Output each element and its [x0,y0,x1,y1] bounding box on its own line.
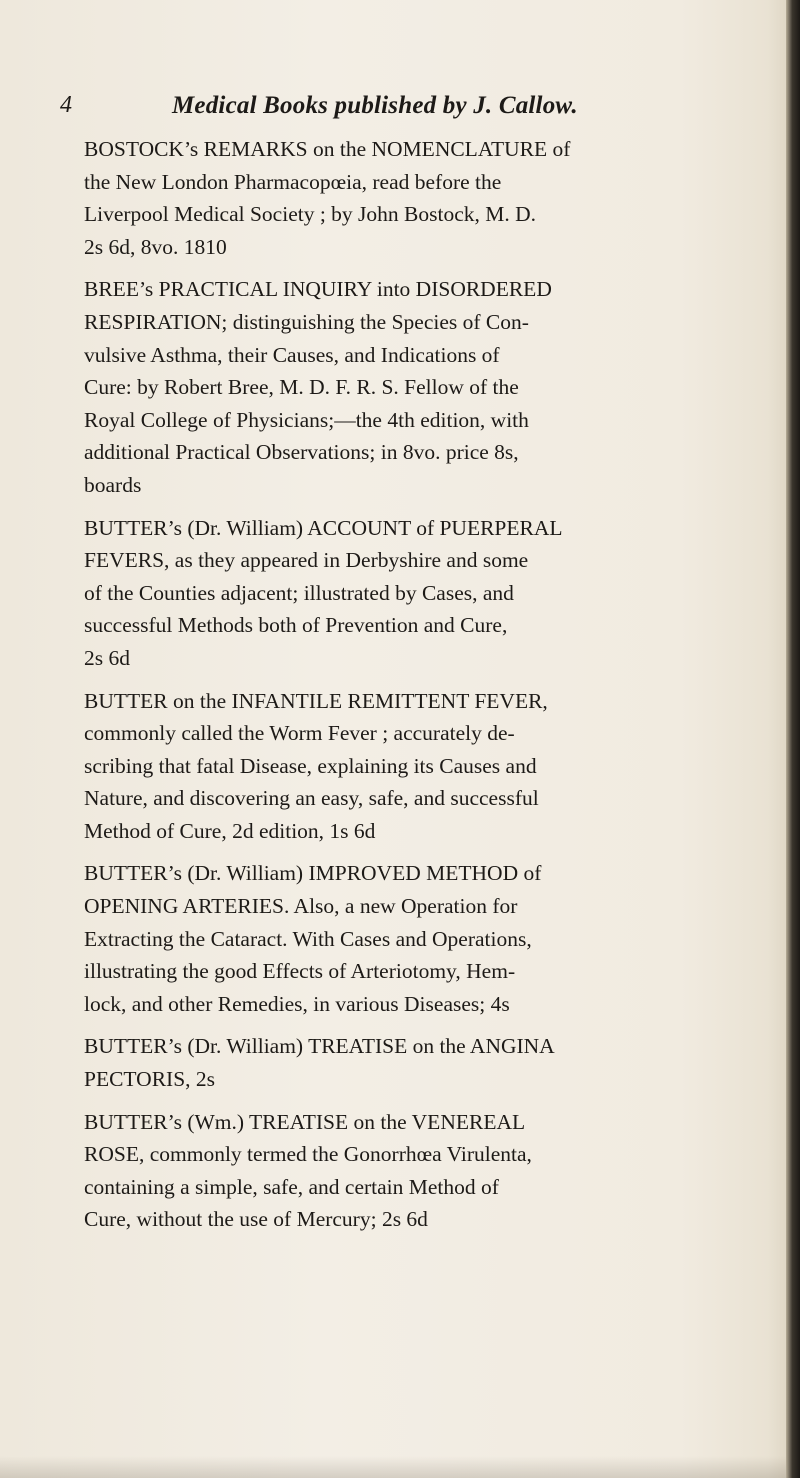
entry-line: Nature, and discovering an easy, safe, and successful [84,786,539,811]
entry-line: BREE’s PRACTICAL INQUIRY into DISORDERED [84,277,552,302]
page-number: 4 [60,92,72,118]
entry-line: BUTTER’s (Wm.) TREATISE on the VENEREAL [84,1109,526,1134]
entry-line: commonly called the Worm Fever ; accurately de- [84,721,515,746]
page-header [60,92,720,128]
entry-line: RESPIRATION; distinguishing the Species of Con- [84,309,529,334]
book-entry-butter-angina [84,1030,764,1095]
page-bottom-shadow [0,1456,800,1478]
entry-line: 2s 6d [84,645,130,670]
entry-line: BUTTER’s (Dr. William) IMPROVED METHOD of [84,861,542,886]
book-entry-butter-infantile [84,685,764,848]
entry-line: 2s 6d, 8vo. 1810 [84,234,227,259]
entry-line: the New London Pharmacopœia, read before the [84,169,502,194]
entry-line: FEVERS, as they appeared in Derbyshire and some [84,548,529,573]
entry-line: Cure, without the use of Mercury; 2s 6d [84,1207,428,1232]
entry-line: Liverpool Medical Society ; by John Bostock, M. D. [84,202,537,227]
entry-line: additional Practical Observations; in 8vo. price 8s, [84,440,519,465]
entry-line: lock, and other Remedies, in various Diseases; 4s [84,991,510,1016]
entry-line: Extracting the Cataract. With Cases and Operations, [84,926,532,951]
book-entry-bree-inquiry [84,273,764,501]
book-entry-butter-venereal [84,1106,764,1236]
entry-line: successful Methods both of Prevention and Cure, [84,613,508,638]
entry-line: BUTTER’s (Dr. William) ACCOUNT of PUERPERAL [84,515,563,540]
entry-line: OPENING ARTERIES. Also, a new Operation for [84,894,518,919]
entry-line: Method of Cure, 2d edition, 1s 6d [84,818,376,843]
entry-line: Cure: by Robert Bree, M. D. F. R. S. Fellow of the [84,375,519,400]
entry-line: vulsive Asthma, their Causes, and Indications of [84,342,500,367]
entry-line: Royal College of Physicians;—the 4th edition, with [84,407,529,432]
entry-line: containing a simple, safe, and certain Method of [84,1174,499,1199]
book-entry-butter-arteries [84,857,764,1020]
binding-edge [786,0,800,1478]
entry-line: of the Counties adjacent; illustrated by Cases, and [84,580,514,605]
running-title: Medical Books published by J. Callow. [172,92,578,119]
entry-line: scribing that fatal Disease, explaining its Causes and [84,753,537,778]
entry-line: ROSE, commonly termed the Gonorrhœa Virulenta, [84,1142,532,1167]
entry-line: BUTTER’s (Dr. William) TREATISE on the ANGINA [84,1034,555,1059]
entry-line: BOSTOCK’s REMARKS on the NOMENCLATURE of [84,137,571,161]
book-entry-butter-puerperal [84,512,764,675]
entry-line: illustrating the good Effects of Arteriotomy, Hem- [84,959,516,984]
book-entry-bostock-remarks [84,133,764,263]
book-list [84,133,764,1246]
entry-line: boards [84,472,142,497]
entry-line: PECTORIS, 2s [84,1067,216,1092]
entry-line: BUTTER on the INFANTILE REMITTENT FEVER, [84,688,548,713]
